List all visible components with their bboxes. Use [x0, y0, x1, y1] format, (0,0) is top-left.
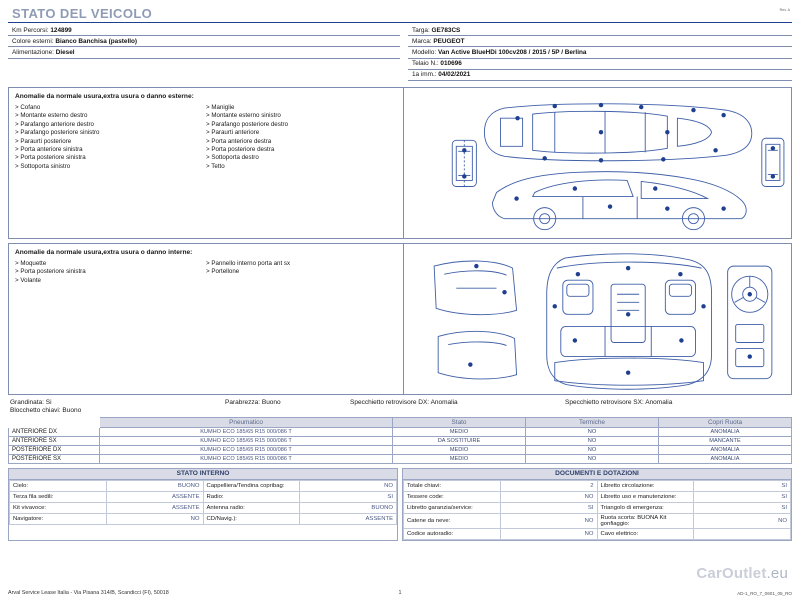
- plate-value: GE783CS: [431, 26, 461, 34]
- document-value: NO: [500, 513, 597, 528]
- list-item: > Paraurti posteriore: [15, 137, 72, 145]
- key-block-label: Blocchetto chiavi:: [10, 406, 61, 414]
- chassis-label: Telaio N.:: [412, 60, 439, 68]
- mirror-sx-label: Specchietto retrovisore SX:: [565, 398, 644, 406]
- inflation-kit-value: NO: [694, 513, 791, 528]
- list-item: > Parafango anteriore destro: [15, 120, 94, 128]
- interior-key: Radio:: [203, 491, 300, 502]
- tyre-position: ANTERIORE DX: [9, 427, 100, 436]
- fuel-label: Alimentazione:: [12, 48, 54, 56]
- list-item: > Parafango posteriore sinistro: [15, 129, 100, 137]
- windscreen-value: Buono: [261, 398, 281, 406]
- internal-damage-section: [8, 243, 792, 395]
- tyre-hubcap: ANOMALIA: [659, 445, 792, 454]
- table-row: [404, 502, 791, 513]
- tyre-hubcap: ANOMALIA: [659, 427, 792, 436]
- table-row: [9, 445, 792, 454]
- external-damage-col-1: [15, 104, 206, 171]
- interior-value: BUONO: [106, 480, 203, 491]
- mirror-dx-label: Specchietto retrovisore DX:: [350, 398, 430, 406]
- tyre-model: KUMHO ECO 185/65 R15 000/086 T: [100, 445, 393, 454]
- registration-label: 1a imm.:: [412, 71, 437, 79]
- interior-value: ASSENTE: [106, 491, 203, 502]
- tyre-hubcap: MANCANTE: [659, 436, 792, 445]
- vehicle-info-left: [8, 25, 400, 81]
- list-item: > Parafango posteriore destro: [206, 120, 289, 128]
- interior-status-panel: [8, 468, 398, 541]
- info-row-model: [408, 47, 792, 58]
- chassis-value: 010696: [440, 60, 462, 68]
- interior-diagram-svg: [404, 244, 791, 397]
- interior-value: NO: [300, 480, 397, 491]
- tyre-position: ANTERIORE SX: [9, 436, 100, 445]
- list-item: > Sottoporta sinistro: [15, 162, 71, 170]
- tyre-winter: NO: [526, 436, 659, 445]
- info-row-km: [8, 25, 400, 36]
- document-key: Totale chiavi:: [404, 480, 501, 491]
- list-item: > Porta posteriore destra: [206, 145, 275, 153]
- tyre-winter: NO: [526, 454, 659, 463]
- list-item: > Porta anteriore destra: [206, 137, 272, 145]
- interior-status-table: [9, 480, 397, 525]
- interior-key: Kit vivavoce:: [10, 502, 107, 513]
- external-damage-list: [9, 88, 404, 238]
- tyre-state: DA SOSTITUIRE: [393, 436, 526, 445]
- spare-wheel-label: Ruota scorta:: [600, 514, 636, 521]
- mirror-dx-status: [350, 399, 565, 406]
- internal-damage-list: [9, 244, 404, 394]
- status-line: [8, 399, 792, 406]
- table-row: [404, 513, 791, 528]
- hail-value: Si: [45, 398, 52, 406]
- internal-damage-col-1: [15, 260, 206, 285]
- plate-label: Targa:: [412, 26, 430, 34]
- info-row-plate: [408, 25, 792, 36]
- table-header-row: [9, 417, 792, 427]
- key-block-value: Buono: [62, 406, 82, 414]
- documents-panel: [402, 468, 792, 541]
- windscreen-status: [225, 399, 350, 406]
- info-row-chassis: [408, 59, 792, 70]
- color-label: Colore esterni:: [12, 37, 54, 45]
- km-label: Km Percorsi:: [12, 26, 49, 34]
- document-value: SI: [694, 502, 791, 513]
- tyres-col-winter: Termiche: [526, 417, 659, 427]
- mirror-sx-status: [565, 399, 790, 406]
- model-value: Van Active BlueHDi 100cv208 / 2015 / 5P / Berlina: [437, 48, 587, 56]
- registration-value: 04/02/2021: [438, 71, 471, 79]
- list-item: > Porta posteriore sinistra: [15, 268, 86, 276]
- interior-key: Navigatore:: [10, 513, 107, 524]
- info-row-color: [8, 36, 400, 47]
- document-key: Libretto garanzia/service:: [404, 502, 501, 513]
- document-key: Codice autoradio:: [404, 528, 501, 539]
- revision-label: Rev. A: [779, 8, 790, 12]
- document-key: [597, 513, 694, 528]
- info-row-registration: [408, 70, 792, 81]
- list-item: > Montante esterno sinistro: [206, 112, 281, 120]
- interior-key: Cielo:: [10, 480, 107, 491]
- bottom-panels: [8, 468, 792, 541]
- tyre-winter: NO: [526, 445, 659, 454]
- tyre-model: KUMHO ECO 185/65 R15 000/086 T: [100, 436, 393, 445]
- km-value: 124899: [50, 26, 72, 34]
- table-row: [10, 513, 397, 524]
- vehicle-info-section: [8, 25, 792, 81]
- tyre-hubcap: ANOMALIA: [659, 454, 792, 463]
- exterior-diagram-svg: [404, 88, 791, 241]
- table-row: [10, 502, 397, 513]
- watermark: [696, 565, 788, 582]
- document-value: NO: [500, 491, 597, 502]
- document-value: NO: [500, 528, 597, 539]
- tyre-position: POSTERIORE DX: [9, 445, 100, 454]
- fuel-value: Diesel: [55, 48, 75, 56]
- table-row: [9, 427, 792, 436]
- documents-table: [403, 480, 791, 540]
- footer-company: Arval Service Lease Italia - Via Pisana 314/B, Scandicci (FI), 50018: [8, 590, 169, 596]
- tyres-col-hubcap: Copri Ruota: [659, 417, 792, 427]
- tyre-state: MEDIO: [393, 445, 526, 454]
- document-value: 2: [500, 480, 597, 491]
- list-item: > Porta posteriore sinistra: [15, 154, 86, 162]
- document-key: Triangolo di emergenza:: [597, 502, 694, 513]
- footer-code: AD-1_RO_7_0601_05_RO: [737, 591, 792, 596]
- mirror-sx-value: Anomalia: [645, 398, 673, 406]
- list-item: > Pannello interno porta ant sx: [206, 259, 291, 267]
- table-row: [10, 480, 397, 491]
- interior-key: Cappelliera/Tendina copribag:: [203, 480, 300, 491]
- windscreen-label: Parabrezza:: [225, 398, 261, 406]
- table-row: [404, 528, 791, 539]
- list-item: > Maniglie: [206, 103, 235, 111]
- table-row: [10, 491, 397, 502]
- document-value: [694, 528, 791, 539]
- list-item: > Volante: [15, 276, 41, 284]
- model-label: Modello:: [412, 48, 437, 56]
- info-row-fuel: [8, 47, 400, 58]
- info-row-make: [408, 36, 792, 47]
- document-value: SI: [500, 502, 597, 513]
- tyre-state: MEDIO: [393, 427, 526, 436]
- list-item: > Sottoporta destro: [206, 154, 259, 162]
- internal-damage-title: Anomalie da normale usura,extra usura o danno interne:: [15, 248, 193, 256]
- table-row: [404, 491, 791, 502]
- color-value: Bianco Banchisa (pastello): [55, 37, 138, 45]
- document-key: Tessere code:: [404, 491, 501, 502]
- list-item: > Tetto: [206, 162, 225, 170]
- footer-page-number: 1: [398, 590, 402, 596]
- mirror-dx-value: Anomalia: [430, 398, 458, 406]
- interior-status-title: STATO INTERNO: [9, 469, 397, 480]
- footer: [8, 590, 792, 596]
- hail-status: [10, 399, 225, 406]
- inflation-kit-label: Kit gonfiaggio:: [600, 514, 667, 527]
- external-damage-section: [8, 87, 792, 239]
- list-item: > Cofano: [15, 103, 41, 111]
- info-row-spacer-1: [8, 59, 400, 69]
- list-item: > Moquette: [15, 259, 47, 267]
- document-key: Libretto uso e manutenzione:: [597, 491, 694, 502]
- interior-value: SI: [300, 491, 397, 502]
- external-damage-col-2: [206, 104, 397, 171]
- tyres-col-position: [9, 417, 100, 427]
- interior-value: ASSENTE: [300, 513, 397, 524]
- interior-key: CD/Navig.):: [203, 513, 300, 524]
- document-key: Libretto circolazione:: [597, 480, 694, 491]
- internal-damage-col-2: [206, 260, 397, 285]
- list-item: > Montante esterno destro: [15, 112, 88, 120]
- tyre-position: POSTERIORE SX: [9, 454, 100, 463]
- watermark-suffix: .eu: [766, 565, 788, 582]
- interior-value: BUONO: [300, 502, 397, 513]
- interior-diagram: [404, 244, 791, 394]
- interior-key: Antenna radio:: [203, 502, 300, 513]
- vehicle-info-right: [400, 25, 792, 81]
- document-value: SI: [694, 480, 791, 491]
- list-item: > Portellone: [206, 268, 240, 276]
- external-damage-title: Anomalie da normale usura,extra usura o danno esterne:: [15, 92, 194, 100]
- tyres-col-state: Stato: [393, 417, 526, 427]
- tyre-state: MEDIO: [393, 454, 526, 463]
- document-key: Cavo elettrico:: [597, 528, 694, 539]
- tyres-table: [8, 417, 792, 464]
- interior-value: NO: [106, 513, 203, 524]
- document-key: Catene da neve:: [404, 513, 501, 528]
- interior-value: ASSENTE: [106, 502, 203, 513]
- document-value: SI: [694, 491, 791, 502]
- table-row: [9, 454, 792, 463]
- tyre-model: KUMHO ECO 185/65 R15 000/086 T: [100, 427, 393, 436]
- list-item: > Paraurti anteriore: [206, 129, 260, 137]
- watermark-text: CarOutlet: [696, 565, 767, 582]
- table-row: [9, 436, 792, 445]
- title-divider: [8, 22, 792, 23]
- documents-title: DOCUMENTI E DOTAZIONI: [403, 469, 791, 480]
- spare-wheel-value: BUONA: [637, 514, 658, 521]
- tyre-model: KUMHO ECO 185/65 R15 000/086 T: [100, 454, 393, 463]
- tyre-winter: NO: [526, 427, 659, 436]
- page-title: STATO DEL VEICOLO: [12, 6, 153, 21]
- interior-key: Terza fila sedili:: [10, 491, 107, 502]
- tyres-col-tyre: Pneumatico: [100, 417, 393, 427]
- key-block-status: [8, 407, 792, 414]
- make-label: Marca:: [412, 37, 432, 45]
- exterior-diagram: [404, 88, 791, 238]
- table-row: [404, 480, 791, 491]
- hail-label: Grandinata:: [10, 398, 44, 406]
- info-row-spacer-2: [8, 69, 400, 79]
- list-item: > Porta anteriore sinistra: [15, 145, 83, 153]
- make-value: PEUGEOT: [433, 37, 465, 45]
